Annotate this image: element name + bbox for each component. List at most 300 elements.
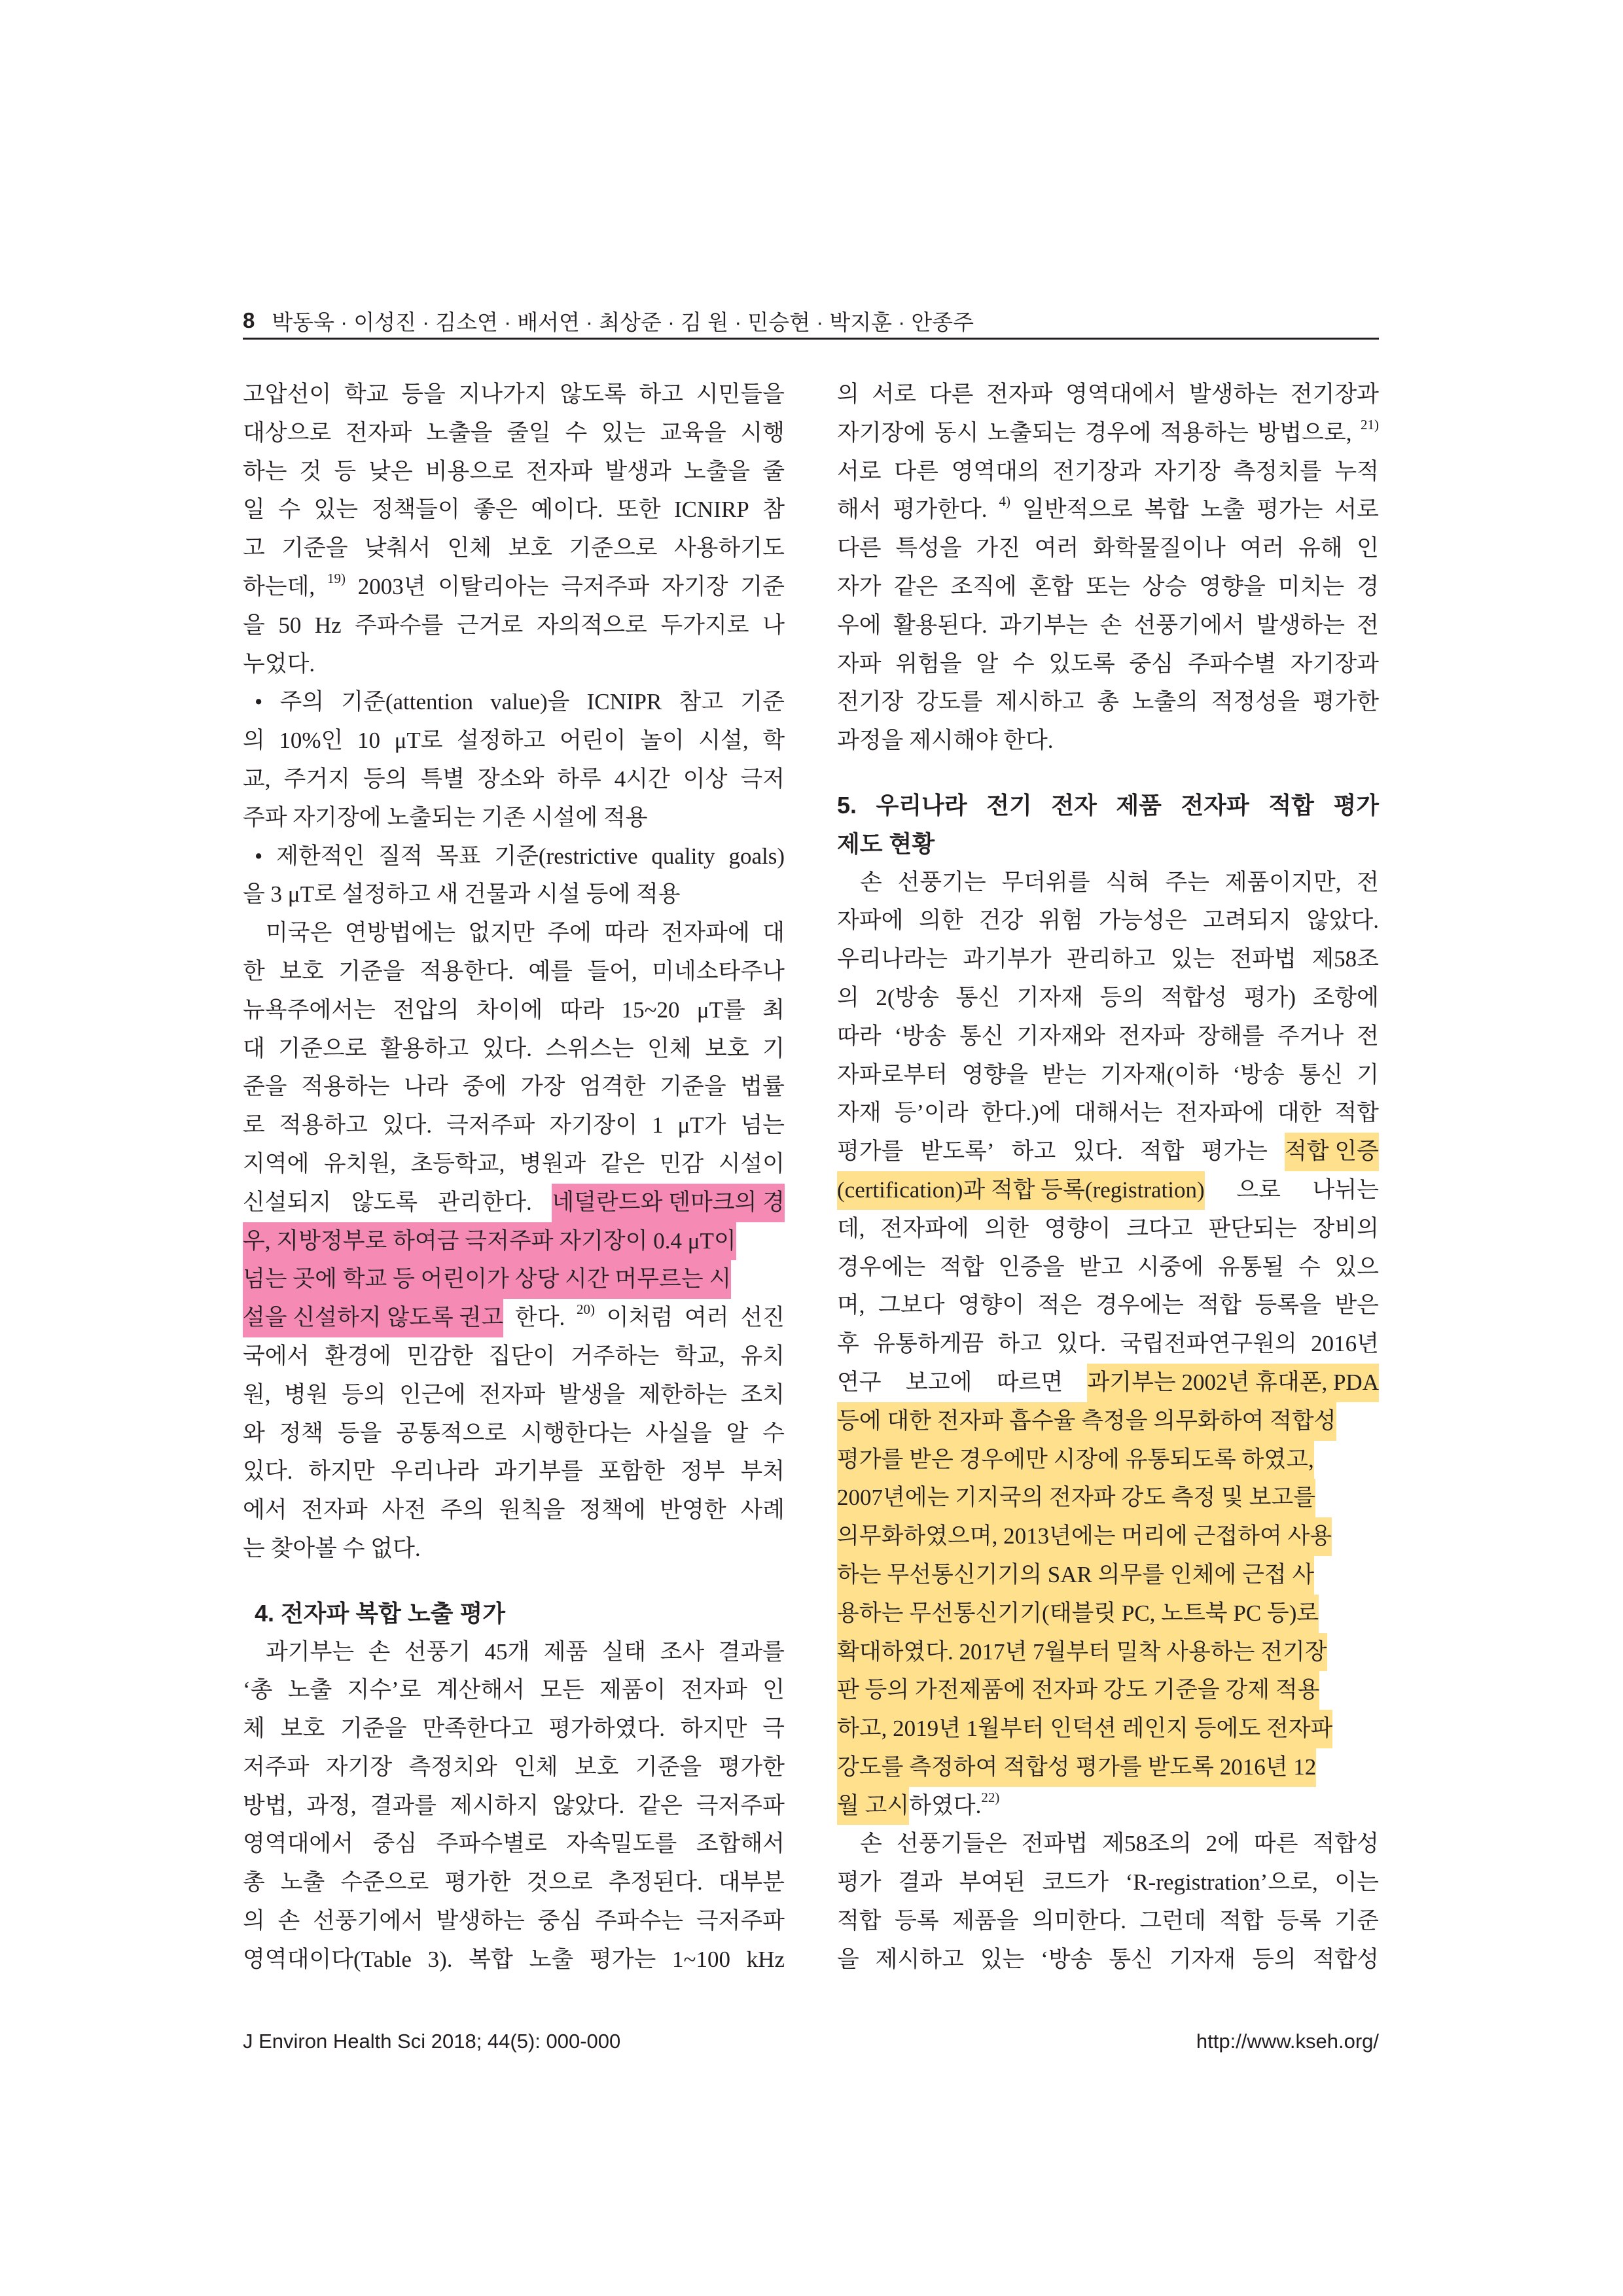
word: 적합 bbox=[837, 1908, 882, 1934]
word: 대부분 bbox=[718, 1869, 785, 1896]
text-line bbox=[837, 722, 1379, 760]
word: 부여된 bbox=[959, 1869, 1026, 1896]
word: 코드가 bbox=[1042, 1869, 1109, 1896]
word: 원칙을 bbox=[499, 1497, 565, 1523]
word: 정책 bbox=[279, 1420, 324, 1446]
journal-url[interactable]: http://www.kseh.org/ bbox=[1196, 2030, 1379, 2053]
text-segment: 과정을 제시해야 한다. bbox=[837, 728, 1054, 754]
word: 와 bbox=[243, 1420, 265, 1446]
word: 의 bbox=[837, 984, 859, 1010]
word: 선풍기들은 bbox=[896, 1831, 1007, 1857]
section-heading-line bbox=[243, 1595, 785, 1633]
word: 국립전파연구원의 bbox=[1120, 1331, 1297, 1357]
word: 유통될 bbox=[1217, 1254, 1285, 1280]
word: 전자파에 bbox=[661, 920, 750, 946]
word: 조항에 bbox=[1312, 984, 1379, 1010]
word: 기준을 bbox=[635, 1754, 702, 1780]
word: 등의 bbox=[1099, 984, 1145, 1010]
word: 않았다. bbox=[1306, 908, 1379, 934]
word: 중심 bbox=[372, 1831, 418, 1857]
word: 자기장과 bbox=[1290, 650, 1379, 677]
word: 여러 bbox=[1240, 535, 1285, 561]
text-line bbox=[243, 1260, 785, 1299]
word: 손 bbox=[277, 1908, 300, 1934]
yellow-highlight: 월 고시 bbox=[837, 1787, 909, 1826]
word: 목표 bbox=[436, 843, 481, 869]
word: 장비의 bbox=[1312, 1215, 1379, 1241]
word: 실태 bbox=[601, 1638, 647, 1665]
word: 초등학교, bbox=[410, 1150, 505, 1176]
page-number: 8 bbox=[243, 308, 255, 332]
word: 하고 bbox=[1011, 1139, 1056, 1165]
word: 대 bbox=[243, 1035, 265, 1061]
word: 않도록 bbox=[560, 381, 626, 407]
text-line bbox=[243, 838, 785, 876]
word: 경 bbox=[1357, 573, 1379, 599]
yellow-highlight: 등에 대한 전자파 흡수율 측정을 의무화하여 적합성 bbox=[837, 1402, 1336, 1441]
word: 우리나라 bbox=[390, 1458, 479, 1485]
text-segment: 는 찾아볼 수 없다. bbox=[243, 1535, 421, 1561]
word: 있다. bbox=[1056, 1331, 1106, 1357]
text-line bbox=[243, 1030, 785, 1069]
word: 한 bbox=[243, 958, 265, 984]
word: 해서 bbox=[837, 497, 882, 523]
word: 정부 bbox=[680, 1458, 725, 1485]
word: 하루 bbox=[557, 766, 601, 792]
word: 기준(attention bbox=[341, 689, 473, 715]
word: 손 bbox=[860, 869, 882, 895]
word: 적합 bbox=[1197, 1292, 1242, 1318]
word: 법률 bbox=[740, 1074, 785, 1100]
word: 수 bbox=[1298, 1254, 1321, 1280]
word: μT로 bbox=[394, 728, 443, 754]
word: 의 bbox=[243, 728, 265, 754]
word: 시민들을 bbox=[696, 381, 785, 407]
word: 하고 bbox=[639, 381, 684, 407]
text-line bbox=[837, 529, 1379, 568]
word: ICNIRP bbox=[674, 497, 749, 523]
yellow-highlight: 하고, 2019년 1월부터 인덕션 레인지 등에도 전자파 bbox=[837, 1710, 1332, 1748]
word: 병원과 bbox=[519, 1150, 586, 1176]
word: 손 bbox=[1099, 612, 1122, 638]
word: 선진 bbox=[740, 1305, 785, 1331]
word: 영향이 bbox=[957, 1292, 1025, 1318]
word: 유통하게끔 bbox=[873, 1331, 984, 1357]
word: 나뉘는 bbox=[1312, 1176, 1379, 1203]
word: 결과를 bbox=[718, 1638, 785, 1665]
word: value)을 bbox=[490, 689, 570, 715]
text-line bbox=[837, 607, 1379, 645]
word: 낮춰서 bbox=[364, 535, 431, 561]
word: 한다.)에 bbox=[981, 1100, 1061, 1126]
word: 복합 bbox=[1144, 497, 1189, 523]
author-list: 박동욱 · 이성진 · 김소연 · 배서연 · 최상준 · 김 원 · 민승현 · 박지훈 · 안종주 bbox=[272, 309, 974, 334]
word: 다른 bbox=[894, 458, 938, 484]
word: ‘방송 bbox=[1041, 1946, 1093, 1972]
word: 기준 bbox=[740, 573, 785, 599]
word: 제58조 bbox=[1311, 946, 1379, 972]
word: 교육을 bbox=[660, 419, 726, 446]
word: 영향이 bbox=[1044, 1215, 1111, 1241]
word: 기자재(이하 bbox=[1100, 1061, 1219, 1087]
word: 보호 bbox=[705, 1035, 749, 1061]
word: 관리하고 bbox=[1067, 946, 1156, 972]
word: 의 bbox=[837, 381, 859, 407]
word: 기준을 bbox=[338, 958, 405, 984]
word: 전자파 bbox=[681, 1677, 747, 1703]
word: 등록 bbox=[895, 1908, 939, 1934]
word: 질적 bbox=[378, 843, 423, 869]
text-line bbox=[243, 1337, 785, 1376]
word: 나 bbox=[762, 612, 785, 638]
word: 주의 bbox=[279, 689, 325, 715]
word: 주의 bbox=[440, 1497, 485, 1523]
word: 비용으로 bbox=[425, 458, 514, 484]
word: 일 bbox=[243, 497, 265, 523]
word: 측정치와 bbox=[408, 1754, 497, 1780]
yellow-highlight: 의무화하였으며, 2013년에는 머리에 근접하여 사용 bbox=[837, 1517, 1332, 1556]
text-line bbox=[243, 1145, 785, 1184]
word: 전파법 bbox=[1021, 1831, 1088, 1857]
word: 무더위를 bbox=[1001, 869, 1090, 895]
word: 우리나라 bbox=[876, 791, 967, 819]
section-heading-line bbox=[837, 825, 1379, 864]
word: 극저주파 bbox=[561, 573, 650, 599]
paragraph-gap bbox=[837, 760, 1379, 786]
text-line bbox=[837, 1595, 1379, 1633]
word: 제58조의 bbox=[1102, 1831, 1192, 1857]
citation-superscript: 4) bbox=[999, 493, 1010, 510]
word: 화학물질이나 bbox=[1093, 535, 1226, 561]
word: 인증을 bbox=[998, 1254, 1065, 1280]
word: 적용한다. bbox=[419, 958, 514, 984]
word: 이탈리아는 bbox=[438, 573, 549, 599]
word: 평가는 bbox=[1201, 1139, 1268, 1165]
word: 결과 bbox=[898, 1869, 942, 1896]
text-line bbox=[837, 1748, 1379, 1787]
word: 자기장 bbox=[325, 1754, 393, 1780]
word: 있도록 bbox=[1048, 650, 1115, 677]
word: 후 bbox=[837, 1331, 859, 1357]
word: 제품 bbox=[1116, 791, 1162, 819]
word: 주에 bbox=[547, 920, 592, 946]
text-line bbox=[837, 453, 1379, 491]
word: 기준으로 bbox=[569, 535, 658, 561]
word: 전파법 bbox=[1230, 946, 1296, 972]
text-line bbox=[837, 1902, 1379, 1941]
word: 보호 bbox=[574, 1754, 619, 1780]
word: 교, bbox=[243, 766, 271, 792]
citation-superscript: 21) bbox=[1361, 416, 1379, 433]
word: 기자재 bbox=[1016, 984, 1084, 1010]
word: 보호 bbox=[280, 1716, 325, 1742]
text-line bbox=[243, 1184, 785, 1222]
text-line bbox=[243, 1710, 785, 1748]
word: 주거지 bbox=[283, 766, 350, 792]
yellow-highlight: 확대하였다. 2017년 7월부터 밀착 사용하는 전기장 bbox=[837, 1633, 1327, 1672]
word: 학 bbox=[762, 728, 785, 754]
word: 차이에 bbox=[476, 997, 543, 1023]
text-line bbox=[837, 1248, 1379, 1287]
word: 의미한다. bbox=[1031, 1908, 1126, 1934]
word: 10 bbox=[357, 728, 380, 754]
word: 따라 bbox=[837, 1023, 882, 1049]
word: 하고 bbox=[997, 1331, 1043, 1357]
word: 줄 bbox=[762, 458, 785, 484]
word: 받는 bbox=[1042, 1061, 1086, 1087]
text-line bbox=[837, 1556, 1379, 1595]
text-line bbox=[837, 979, 1379, 1017]
word: 줄일 bbox=[507, 419, 551, 446]
word: 발생을 bbox=[558, 1381, 626, 1407]
word: 않았다. bbox=[552, 1792, 625, 1818]
word: 유치원, bbox=[323, 1150, 396, 1176]
word: 제한적인 bbox=[276, 843, 365, 869]
word: 하지만 bbox=[308, 1458, 375, 1485]
word: 기 bbox=[762, 1035, 785, 1061]
text-segment: 제도 현황 bbox=[837, 830, 935, 857]
word: 적합 bbox=[1334, 1100, 1379, 1126]
word: 극저주파 bbox=[696, 1792, 785, 1818]
word: 경우에 bbox=[1084, 419, 1152, 446]
word: 등록 bbox=[1277, 1908, 1321, 1934]
word: 영향을 bbox=[961, 1061, 1028, 1087]
word: 없지만 bbox=[468, 920, 535, 946]
text-line bbox=[837, 1056, 1379, 1095]
word: 체 bbox=[243, 1716, 265, 1742]
word: 중심 bbox=[537, 1908, 582, 1934]
word: 서로 bbox=[1334, 497, 1379, 523]
pink-highlight: 우, 지방정부로 하여금 극저주파 자기장이 0.4 μT이 bbox=[243, 1222, 736, 1261]
word: 상승 bbox=[1142, 573, 1187, 599]
word: 우에 bbox=[837, 612, 882, 638]
text-line bbox=[243, 953, 785, 991]
word: 영역대이다(Table bbox=[243, 1946, 412, 1972]
word: 유해 bbox=[1298, 535, 1343, 561]
word: 시중에 bbox=[1137, 1254, 1204, 1280]
word: 으로 bbox=[1236, 1176, 1281, 1203]
word: 민감 bbox=[659, 1150, 704, 1176]
text-line bbox=[837, 1941, 1379, 1979]
paragraph-gap bbox=[243, 1568, 785, 1595]
word: 미국은 bbox=[266, 920, 332, 946]
word: 서로 bbox=[872, 381, 917, 407]
word: 노출을 bbox=[426, 419, 493, 446]
word: 인체 bbox=[447, 535, 492, 561]
word: 있는 bbox=[313, 497, 359, 523]
word: 적용하는 bbox=[301, 1074, 390, 1100]
word: 위험을 bbox=[895, 650, 962, 677]
section-heading-line bbox=[837, 786, 1379, 825]
word: 국에서 bbox=[243, 1343, 310, 1369]
word: 등을 bbox=[401, 381, 446, 407]
text-line bbox=[243, 1491, 785, 1530]
word: 거주하는 bbox=[571, 1343, 660, 1369]
word: 평가를 bbox=[837, 1139, 904, 1165]
word: 가장 bbox=[520, 1074, 565, 1100]
word: 평가 bbox=[837, 1869, 882, 1896]
text-line bbox=[243, 1787, 785, 1826]
text-line bbox=[243, 1415, 785, 1453]
word: 조합해서 bbox=[696, 1831, 785, 1857]
word: 제품이 bbox=[599, 1677, 666, 1703]
text-line bbox=[837, 645, 1379, 684]
text-line bbox=[243, 607, 785, 645]
word: 동시 bbox=[934, 419, 979, 446]
text-line bbox=[837, 1210, 1379, 1248]
text-line bbox=[243, 645, 785, 684]
word: 전압의 bbox=[393, 997, 459, 1023]
word: 주파수별 bbox=[1187, 650, 1277, 677]
word: 수준으로 bbox=[340, 1869, 429, 1896]
word: 로 bbox=[243, 1112, 265, 1139]
word: 극 bbox=[762, 1716, 785, 1742]
word: 기 bbox=[1357, 1061, 1379, 1087]
word: 적용하는 bbox=[1160, 419, 1249, 446]
word: 자가 bbox=[837, 573, 882, 599]
word: 최 bbox=[762, 997, 785, 1023]
text-line bbox=[837, 1787, 1379, 1826]
word: 보호 bbox=[508, 535, 553, 561]
word: 사전 bbox=[382, 1497, 427, 1523]
word: 평가는 bbox=[1256, 497, 1323, 523]
word: 지수’로 bbox=[347, 1677, 421, 1703]
word: 나라 bbox=[404, 1074, 448, 1100]
word: 영향을 bbox=[1199, 573, 1266, 599]
word: 을 bbox=[243, 612, 265, 638]
word: 활용된다. bbox=[893, 612, 988, 638]
word: 며, bbox=[837, 1292, 865, 1318]
word: 전자파에 bbox=[1175, 1100, 1264, 1126]
word: 있으 bbox=[1334, 1254, 1379, 1280]
word: 어린이 bbox=[559, 728, 626, 754]
citation-superscript: 19) bbox=[327, 570, 346, 586]
text-line bbox=[243, 991, 785, 1030]
word: 1 bbox=[652, 1112, 664, 1139]
text-line bbox=[837, 1517, 1379, 1556]
pink-highlight: 설을 신설하지 않도록 권고 bbox=[243, 1299, 503, 1337]
word: 사실을 bbox=[645, 1420, 712, 1446]
word: 노출 bbox=[529, 1946, 574, 1972]
word: 일반적으로 bbox=[1022, 497, 1133, 523]
word: 자의적으로 bbox=[536, 612, 647, 638]
word: 2003년 bbox=[357, 573, 426, 599]
word: 있다. bbox=[243, 1458, 293, 1485]
word: 적합성 bbox=[1160, 984, 1228, 1010]
pink-highlight: 넘는 곳에 학교 등 어린이가 상당 시간 머무르는 시 bbox=[243, 1260, 731, 1299]
word: 장해를 bbox=[1198, 1023, 1264, 1049]
word: 발생하는 bbox=[1256, 612, 1345, 638]
word: 받은 bbox=[1334, 1292, 1379, 1318]
word: 적합 bbox=[1219, 1908, 1264, 1934]
word: 을 bbox=[837, 1946, 859, 1972]
word: 준을 bbox=[243, 1074, 287, 1100]
word: 가능성은 bbox=[1098, 908, 1187, 934]
word: 등의 bbox=[1252, 1946, 1296, 1972]
word: 수 bbox=[1012, 650, 1035, 677]
word: 공통적으로 bbox=[396, 1420, 507, 1446]
word: 과기부가 bbox=[963, 946, 1052, 972]
word: 평가한 bbox=[1312, 689, 1379, 715]
word: 전자파에 bbox=[880, 1215, 969, 1241]
word: 병원 bbox=[283, 1381, 329, 1407]
word: 극저 bbox=[740, 766, 785, 792]
text-line bbox=[243, 376, 785, 414]
word: 한다. bbox=[514, 1305, 565, 1331]
word: 하지만 bbox=[680, 1716, 747, 1742]
word: 따른 bbox=[1253, 1831, 1298, 1857]
word: 있다. bbox=[482, 1035, 532, 1061]
word: 통신 bbox=[959, 1023, 1004, 1049]
word: 평가하였다. bbox=[548, 1716, 666, 1742]
word: 등 bbox=[334, 458, 357, 484]
word: 학교, bbox=[675, 1343, 725, 1369]
word: 기준을 bbox=[660, 1074, 726, 1100]
word: 제품이지만, bbox=[1224, 869, 1342, 895]
word: 장소와 bbox=[477, 766, 544, 792]
word: 이처럼 bbox=[606, 1305, 673, 1331]
text-line bbox=[243, 1453, 785, 1491]
word: 정책에 bbox=[579, 1497, 646, 1523]
word: 것 bbox=[299, 458, 322, 484]
word: 전자파 bbox=[301, 1497, 368, 1523]
word: 같은 bbox=[638, 1792, 683, 1818]
word: 이는 bbox=[1334, 1869, 1379, 1896]
word: 특별 bbox=[420, 766, 465, 792]
word: 기자재 bbox=[1169, 1946, 1236, 1972]
word: quality bbox=[651, 843, 715, 869]
word: 고 bbox=[243, 535, 265, 561]
word: 적용하고 bbox=[279, 1112, 368, 1139]
word: 하는데, bbox=[243, 573, 315, 599]
word: 반영한 bbox=[660, 1497, 726, 1523]
word: 같은 bbox=[600, 1150, 645, 1176]
word: 선풍기에서 bbox=[312, 1908, 423, 1934]
word: 그런데 bbox=[1139, 1908, 1206, 1934]
word: 전자파 bbox=[1181, 791, 1249, 819]
word: ICNIPR bbox=[586, 689, 662, 715]
text-line bbox=[243, 1825, 785, 1863]
word: 넘는 bbox=[740, 1112, 785, 1139]
word: 예이다. bbox=[531, 497, 603, 523]
word: 설정하고 bbox=[457, 728, 546, 754]
word: 적합 bbox=[1139, 1139, 1185, 1165]
word: 노출을 bbox=[683, 458, 751, 484]
word: 계산해서 bbox=[436, 1677, 525, 1703]
text-line bbox=[243, 568, 785, 607]
word: 주는 bbox=[1165, 869, 1210, 895]
word: 제시하고 bbox=[995, 689, 1084, 715]
word: 발생과 bbox=[605, 458, 671, 484]
word: 미치는 bbox=[1277, 573, 1345, 599]
word: 인체 bbox=[647, 1035, 692, 1061]
word: 제품을 bbox=[952, 1908, 1019, 1934]
word: 전 bbox=[1357, 612, 1379, 638]
word: 조치 bbox=[740, 1381, 785, 1407]
text-line bbox=[243, 1299, 785, 1337]
word: 정책들이 bbox=[371, 497, 460, 523]
word: 자기장 bbox=[1154, 458, 1221, 484]
word: 복합 bbox=[469, 1946, 513, 1972]
word: 등의 bbox=[342, 1381, 386, 1407]
word: 강도를 bbox=[916, 689, 983, 715]
text-line bbox=[837, 1017, 1379, 1056]
word: 제한하는 bbox=[638, 1381, 727, 1407]
word: 시설, bbox=[698, 728, 749, 754]
word: 기준(restrictive bbox=[494, 843, 638, 869]
word: 엄격한 bbox=[579, 1074, 646, 1100]
word: 이상 bbox=[683, 766, 728, 792]
